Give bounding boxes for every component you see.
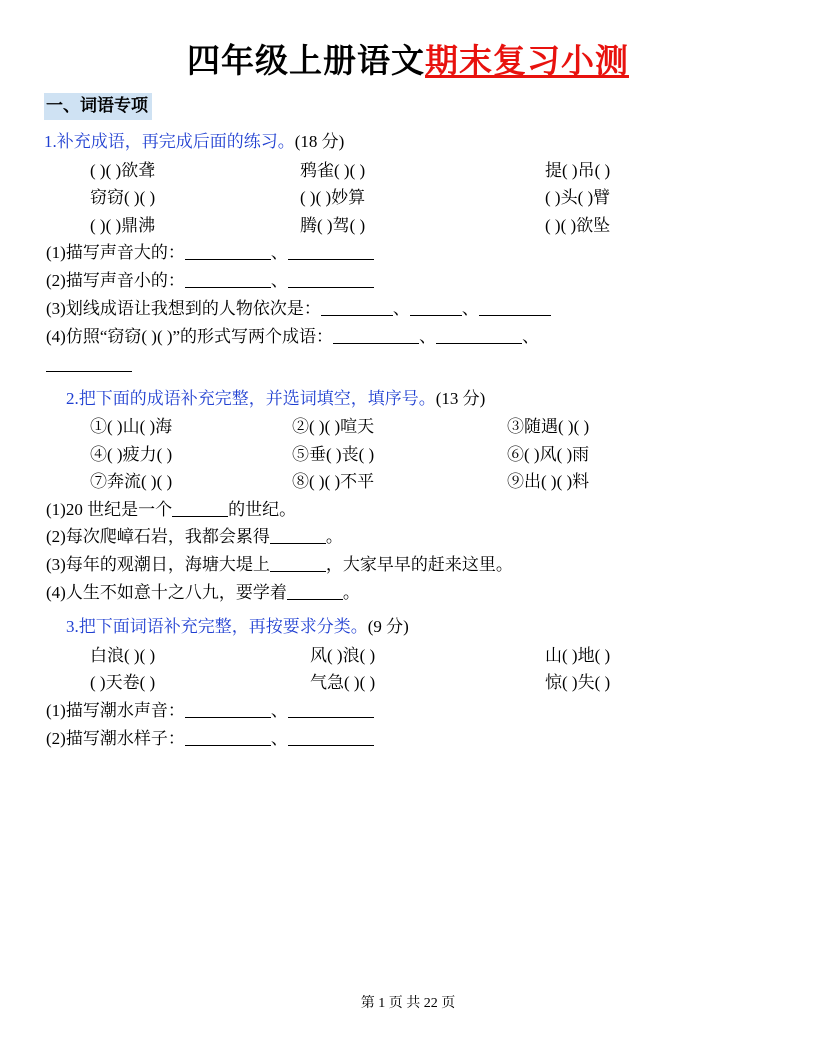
answer-blank[interactable]: [185, 242, 271, 260]
question-1-sub-4-cont: [44, 351, 772, 379]
sub-label: (2)描写潮水样子：: [46, 728, 185, 748]
sub-label: (1)描写潮水声音：: [46, 700, 185, 720]
sub-label: (2)描写声音小的：: [46, 271, 185, 291]
sub-label-tail: 。: [325, 527, 343, 547]
sub-label: (4)仿照“窃窃( )( )”的形式写两个成语：: [46, 326, 334, 346]
question-3-sub-2: (2)描写潮水样子： 、: [44, 725, 772, 753]
idiom-item: 鸦雀( )( ): [300, 160, 366, 180]
answer-blank[interactable]: [333, 326, 419, 344]
idiom-item: ⑥( )风( )雨: [507, 444, 590, 464]
question-1-heading: [44, 129, 772, 155]
question-2-points: (13 分): [435, 388, 486, 408]
idiom-item: ①( )山( )海: [90, 417, 173, 437]
question-2-row: [44, 468, 772, 496]
idiom-item: 气急( )( ): [310, 673, 376, 693]
page-footer: 第 1 页 共 22 页: [360, 996, 456, 1011]
idiom-item: ⑦奔流( )( ): [90, 472, 173, 492]
answer-blank[interactable]: [288, 242, 374, 260]
question-2-sub-1: [44, 496, 772, 524]
idiom-item: ( )头( )臂: [545, 188, 611, 208]
question-2-sub-3: [44, 551, 772, 579]
question-2-heading: [44, 386, 772, 412]
title-red-part: 期末复习小测: [425, 44, 629, 80]
answer-blank[interactable]: [46, 354, 132, 372]
question-1-sub-2: (2)描写声音小的： 、: [44, 267, 772, 295]
idiom-item: ⑨出( )( )料: [507, 472, 590, 492]
question-2-sub-2: [44, 523, 772, 551]
answer-blank[interactable]: [185, 700, 271, 718]
idiom-item: ④( )疲力( ): [90, 444, 173, 464]
question-2-row: [44, 441, 772, 469]
sub-label: (3)每年的观潮日，海塘大堤上: [46, 555, 270, 575]
idiom-item: ⑤垂( )丧( ): [292, 444, 375, 464]
title-black-part: 四年级上册语文: [187, 44, 425, 80]
idiom-item: 山( )地( ): [545, 645, 611, 665]
idiom-item: 风( )浪( ): [310, 645, 376, 665]
idiom-item: 白浪( )( ): [90, 645, 156, 665]
sub-label-tail: 。: [342, 583, 360, 603]
idiom-item: 惊( )失( ): [545, 673, 611, 693]
idiom-item: 窃窃( )( ): [90, 188, 156, 208]
idiom-item: ( )( )妙算: [300, 188, 366, 208]
page-title: [44, 42, 772, 83]
answer-blank[interactable]: [321, 298, 393, 316]
idiom-item: ③随遇( )( ): [507, 417, 590, 437]
idiom-item: ( )( )欲聋: [90, 160, 156, 180]
idiom-item: ⑧( )( )不平: [292, 472, 375, 492]
idiom-item: ( )天卷( ): [90, 673, 156, 693]
answer-blank[interactable]: [479, 298, 551, 316]
question-1-text: 1.补充成语，再完成后面的练习。: [44, 132, 295, 152]
idiom-item: ( )( )鼎沸: [90, 215, 156, 235]
answer-blank[interactable]: [185, 270, 271, 288]
question-1-row: [44, 184, 772, 212]
question-1-sub-1: (1)描写声音大的： 、: [44, 239, 772, 267]
answer-blank[interactable]: [288, 270, 374, 288]
question-2-sub-4: [44, 579, 772, 607]
question-3-heading: [44, 614, 772, 640]
sub-label: (4)人生不如意十之八九，要学着: [46, 583, 287, 603]
sub-label: (3)划线成语让我想到的人物依次是：: [46, 298, 321, 318]
question-1-points: (18 分): [294, 132, 345, 152]
question-3-row: [44, 642, 772, 670]
question-3-sub-1: (1)描写潮水声音： 、: [44, 697, 772, 725]
idiom-item: 提( )吊( ): [545, 160, 611, 180]
idiom-item: 腾( )驾( ): [300, 215, 366, 235]
idiom-item: ②( )( )喧天: [292, 417, 375, 437]
answer-blank[interactable]: [436, 326, 522, 344]
section-heading: 一、词语专项: [44, 93, 152, 120]
sub-label: (1)20 世纪是一个: [46, 499, 173, 519]
question-2-row: [44, 413, 772, 441]
question-3-points: (9 分): [367, 617, 409, 637]
sub-label: (1)描写声音大的：: [46, 243, 185, 263]
idiom-item: ( )( )欲坠: [545, 215, 611, 235]
sub-label-tail: ，大家早早的赶来这里。: [325, 555, 513, 575]
question-1-sub-3: (3)划线成语让我想到的人物依次是： 、 、: [44, 295, 772, 323]
question-1-sub-4: (4)仿照“窃窃( )( )”的形式写两个成语： 、 、: [46, 326, 540, 346]
answer-blank[interactable]: [288, 700, 374, 718]
question-3-text: 3.把下面词语补充完整，再按要求分类。: [66, 617, 368, 637]
answer-blank[interactable]: [185, 728, 271, 746]
answer-blank[interactable]: [172, 499, 228, 517]
answer-blank[interactable]: [287, 582, 343, 600]
question-2-text: 2.把下面的成语补充完整，并选词填空，填序号。: [66, 388, 436, 408]
question-3-row: [44, 669, 772, 697]
answer-blank[interactable]: [270, 554, 326, 572]
answer-blank[interactable]: [410, 298, 462, 316]
answer-blank[interactable]: [288, 728, 374, 746]
sub-label: (2)每次爬嶂石岩，我都会累得: [46, 527, 270, 547]
question-1-row: [44, 212, 772, 240]
sub-label-tail: 的世纪。: [228, 499, 297, 519]
question-1-row: [44, 157, 772, 185]
answer-blank[interactable]: [270, 526, 326, 544]
